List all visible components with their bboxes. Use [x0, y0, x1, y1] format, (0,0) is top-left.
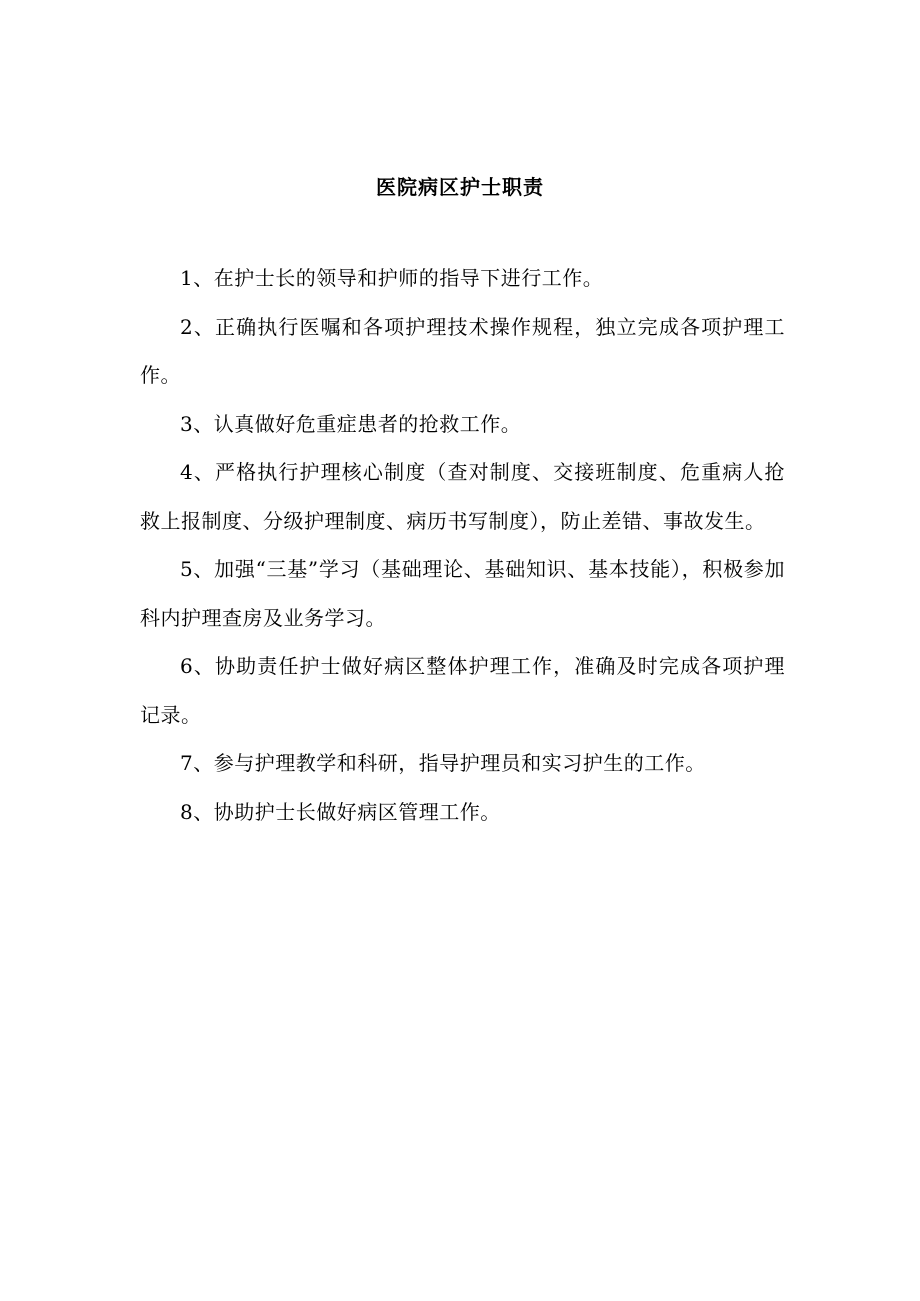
duty-item-6: 6、协助责任护士做好病区整体护理工作，准确及时完成各项护理记录。: [140, 654, 785, 727]
duty-item-5: 5、加强“三基”学习（基础理论、基础知识、基本技能），积极参加科内护理查房及业务学习。: [140, 557, 785, 630]
duty-item-1: 1、在护士长的领导和护师的指导下进行工作。: [180, 266, 604, 290]
document-body: [140, 254, 785, 836]
duty-item-2: 2、正确执行医嘱和各项护理技术操作规程，独立完成各项护理工作。: [140, 314, 785, 387]
duty-item-8: 8、协助护士长做好病区管理工作。: [180, 799, 501, 824]
duty-item-3: 3、认真做好危重症患者的抢救工作。: [180, 411, 522, 436]
duty-item-4: 4、严格执行护理核心制度（查对制度、交接班制度、危重病人抢救上报制度、分级护理制度、病历书写制度），防止差错、事故发生。: [140, 460, 785, 533]
duty-item-7: 7、参与护理教学和科研，指导护理员和实习护生的工作。: [180, 751, 706, 775]
document-title: 医院病区护士职责: [376, 175, 544, 199]
